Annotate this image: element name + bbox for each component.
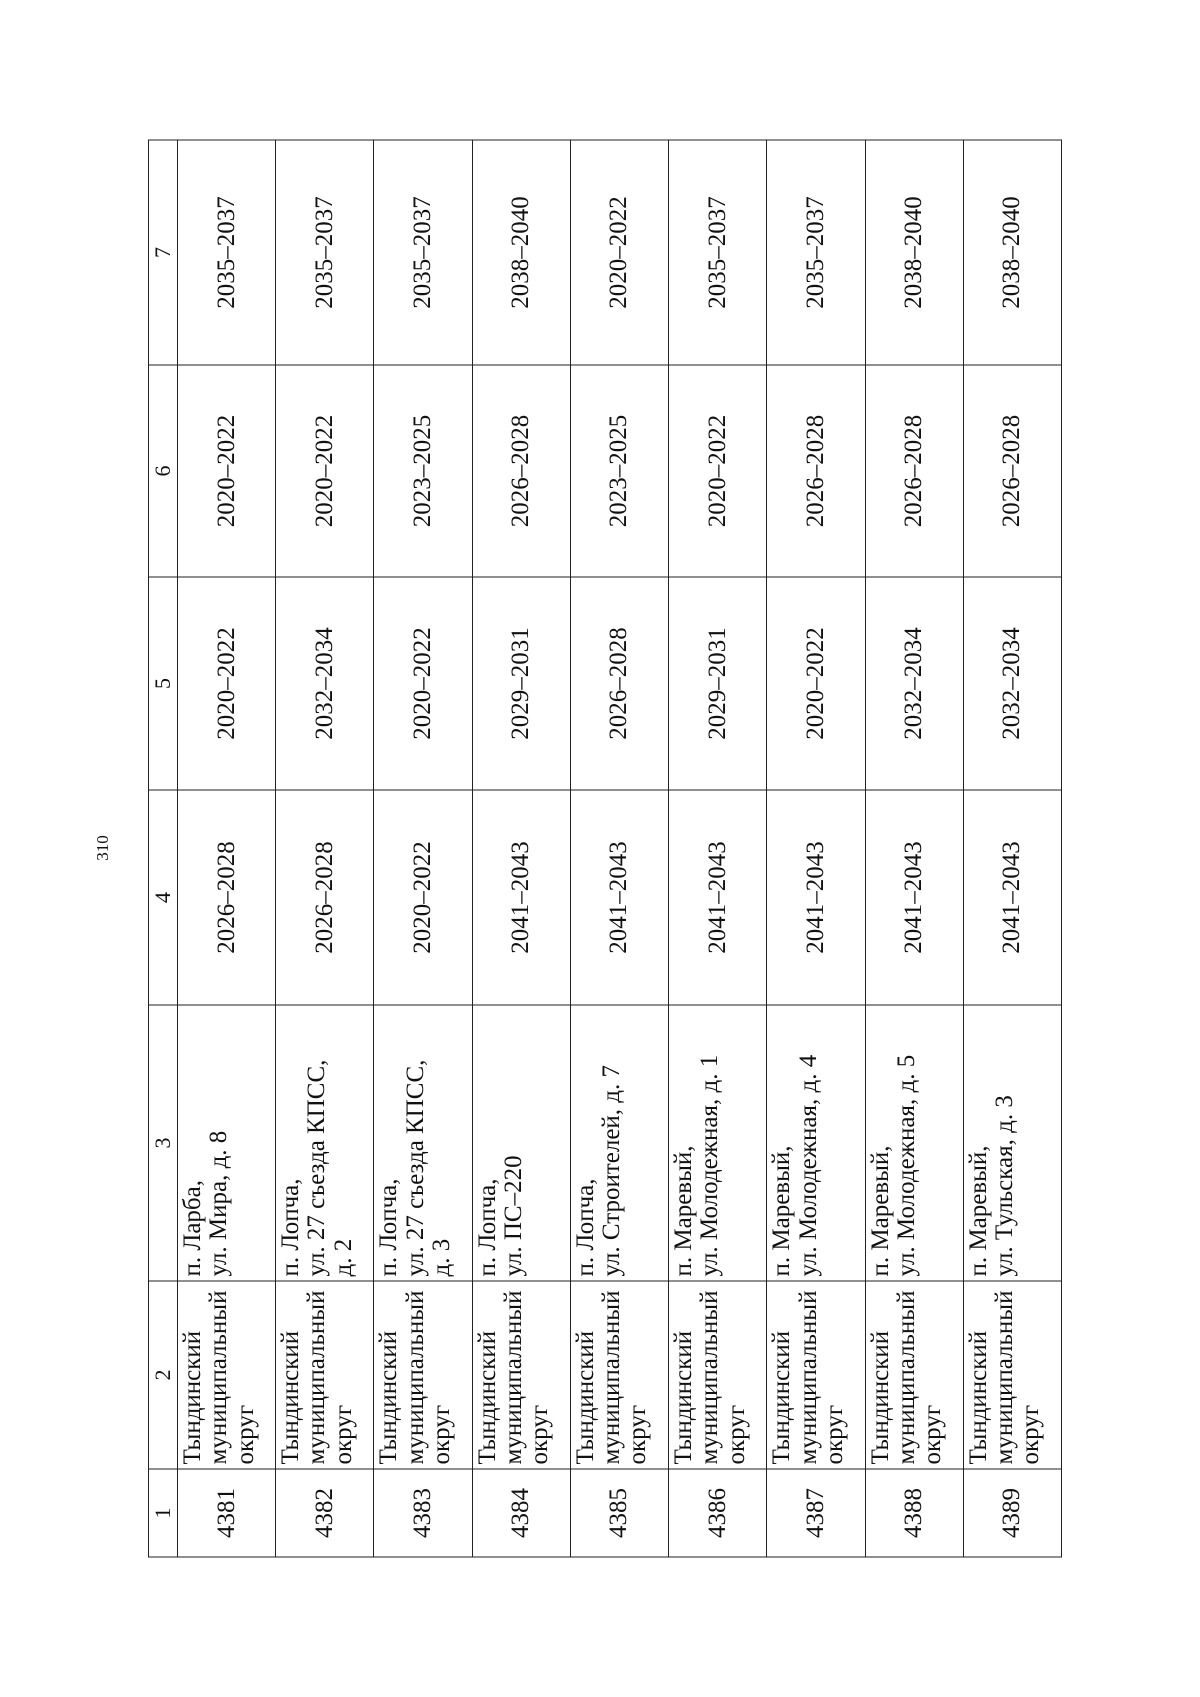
address-line: ул. Молодежная, д. 1 <box>696 1054 724 1277</box>
address-line: ул. ПС–220 <box>499 1155 527 1277</box>
district-line: муниципальный <box>205 1290 233 1465</box>
district-line: Тындинский <box>571 1330 599 1465</box>
address-cell <box>570 1005 668 1281</box>
district-cell <box>276 1281 374 1469</box>
row-number: 4384 <box>472 1469 570 1557</box>
district-line: муниципальный <box>794 1290 822 1465</box>
period-cell-6: 2026–2028 <box>767 365 865 577</box>
district-line: округ <box>919 1404 947 1465</box>
period-cell-4: 2041–2043 <box>472 790 570 1005</box>
address-line: ул. Мира, д. 8 <box>205 1130 233 1277</box>
period-cell-4: 2020–2022 <box>374 790 472 1005</box>
district-cell <box>178 1281 276 1469</box>
address-cell <box>963 1005 1061 1281</box>
row-number: 4389 <box>963 1469 1061 1557</box>
address-cell <box>865 1005 963 1281</box>
address-line: п. Лопча, <box>375 1178 403 1277</box>
period-cell-7: 2035–2037 <box>374 140 472 365</box>
address-cell <box>767 1005 865 1281</box>
district-cell <box>865 1281 963 1469</box>
header-row <box>149 140 178 1557</box>
row-number: 4382 <box>276 1469 374 1557</box>
period-cell-5: 2020–2022 <box>178 577 276 790</box>
district-cell <box>472 1281 570 1469</box>
table-row <box>669 140 767 1557</box>
period-cell-6: 2023–2025 <box>374 365 472 577</box>
address-line: ул. 27 съезда КПСС, <box>303 1059 331 1277</box>
row-number: 4386 <box>669 1469 767 1557</box>
district-line: муниципальный <box>303 1290 331 1465</box>
district-line: Тындинский <box>964 1330 992 1465</box>
period-cell-4: 2041–2043 <box>865 790 963 1005</box>
table-row <box>865 140 963 1557</box>
period-cell-4: 2041–2043 <box>669 790 767 1005</box>
period-cell-6: 2023–2025 <box>570 365 668 577</box>
header-cell-3: 3 <box>149 1005 178 1281</box>
header-cell-7: 7 <box>149 140 178 365</box>
district-line: округ <box>820 1404 848 1465</box>
period-cell-6: 2020–2022 <box>178 365 276 577</box>
header-cell-4: 4 <box>149 790 178 1005</box>
district-cell <box>374 1281 472 1469</box>
district-cell <box>570 1281 668 1469</box>
period-cell-5: 2020–2022 <box>767 577 865 790</box>
district-line: Тындинский <box>179 1330 206 1465</box>
page-number: 310 <box>93 835 112 861</box>
address-line: п. Маревый, <box>866 1145 894 1277</box>
district-line: округ <box>526 1404 554 1465</box>
period-cell-4: 2041–2043 <box>570 790 668 1005</box>
district-line: округ <box>231 1404 259 1465</box>
district-line: муниципальный <box>696 1290 724 1465</box>
table-row <box>178 140 276 1557</box>
district-line: муниципальный <box>991 1290 1018 1465</box>
address-line: ул. Молодежная, д. 5 <box>892 1054 920 1277</box>
district-line: Тындинский <box>670 1330 698 1465</box>
table-row <box>472 140 570 1557</box>
period-cell-4: 2026–2028 <box>276 790 374 1005</box>
row-number: 4388 <box>865 1469 963 1557</box>
address-line: д. 2 <box>329 1238 357 1277</box>
district-line: округ <box>1017 1404 1045 1465</box>
district-line: Тындинский <box>375 1330 403 1465</box>
district-line: Тындинский <box>768 1330 796 1465</box>
district-cell <box>963 1281 1061 1469</box>
table-row <box>374 140 472 1557</box>
rotated-table-container <box>148 141 1062 1558</box>
table-row <box>963 140 1061 1557</box>
district-line: Тындинский <box>866 1330 894 1465</box>
address-line: ул. 27 съезда КПСС, <box>401 1059 429 1277</box>
period-cell-7: 2038–2040 <box>865 140 963 365</box>
district-cell <box>767 1281 865 1469</box>
row-number: 4381 <box>178 1469 276 1557</box>
period-cell-6: 2026–2028 <box>472 365 570 577</box>
period-cell-5: 2032–2034 <box>865 577 963 790</box>
period-cell-6: 2020–2022 <box>276 365 374 577</box>
address-line: п. Лопча, <box>571 1178 599 1277</box>
period-cell-6: 2020–2022 <box>669 365 767 577</box>
address-line: ул. Тульская, д. 3 <box>991 1095 1018 1277</box>
period-cell-4: 2041–2043 <box>963 790 1061 1005</box>
period-cell-7: 2038–2040 <box>472 140 570 365</box>
address-line: п. Маревый, <box>768 1145 796 1277</box>
district-line: округ <box>427 1404 455 1465</box>
district-line: округ <box>722 1404 750 1465</box>
period-cell-4: 2041–2043 <box>767 790 865 1005</box>
header-cell-5: 5 <box>149 577 178 790</box>
address-cell <box>472 1005 570 1281</box>
district-line: муниципальный <box>499 1290 527 1465</box>
district-line: округ <box>329 1404 357 1465</box>
district-line: Тындинский <box>277 1330 305 1465</box>
schedule-table <box>148 140 1062 1558</box>
period-cell-5: 2029–2031 <box>472 577 570 790</box>
address-line: д. 3 <box>427 1238 455 1277</box>
period-cell-7: 2035–2037 <box>669 140 767 365</box>
address-line: п. Лопча, <box>277 1178 305 1277</box>
table-row <box>570 140 668 1557</box>
period-cell-7: 2035–2037 <box>276 140 374 365</box>
row-number: 4385 <box>570 1469 668 1557</box>
period-cell-4: 2026–2028 <box>178 790 276 1005</box>
address-line: ул. Строителей, д. 7 <box>598 1064 626 1277</box>
period-cell-7: 2020–2022 <box>570 140 668 365</box>
period-cell-5: 2032–2034 <box>963 577 1061 790</box>
address-cell <box>276 1005 374 1281</box>
period-cell-7: 2038–2040 <box>963 140 1061 365</box>
address-line: п. Маревый, <box>964 1145 992 1277</box>
district-line: муниципальный <box>598 1290 626 1465</box>
district-line: муниципальный <box>401 1290 429 1465</box>
address-cell <box>374 1005 472 1281</box>
district-cell <box>669 1281 767 1469</box>
address-line: п. Лопча, <box>473 1178 501 1277</box>
table-row <box>767 140 865 1557</box>
period-cell-5: 2032–2034 <box>276 577 374 790</box>
header-cell-1: 1 <box>149 1469 178 1557</box>
row-number: 4387 <box>767 1469 865 1557</box>
address-cell <box>669 1005 767 1281</box>
period-cell-7: 2035–2037 <box>178 140 276 365</box>
address-cell <box>178 1005 276 1281</box>
period-cell-5: 2029–2031 <box>669 577 767 790</box>
address-line: ул. Молодежная, д. 4 <box>794 1054 822 1277</box>
table-row <box>276 140 374 1557</box>
period-cell-7: 2035–2037 <box>767 140 865 365</box>
district-line: округ <box>624 1404 652 1465</box>
period-cell-6: 2026–2028 <box>963 365 1061 577</box>
address-line: п. Маревый, <box>670 1145 698 1277</box>
period-cell-5: 2020–2022 <box>374 577 472 790</box>
row-number: 4383 <box>374 1469 472 1557</box>
district-line: муниципальный <box>892 1290 920 1465</box>
period-cell-6: 2026–2028 <box>865 365 963 577</box>
address-line: п. Ларба, <box>179 1180 206 1277</box>
district-line: Тындинский <box>473 1330 501 1465</box>
period-cell-5: 2026–2028 <box>570 577 668 790</box>
header-cell-2: 2 <box>149 1281 178 1469</box>
header-cell-6: 6 <box>149 365 178 577</box>
